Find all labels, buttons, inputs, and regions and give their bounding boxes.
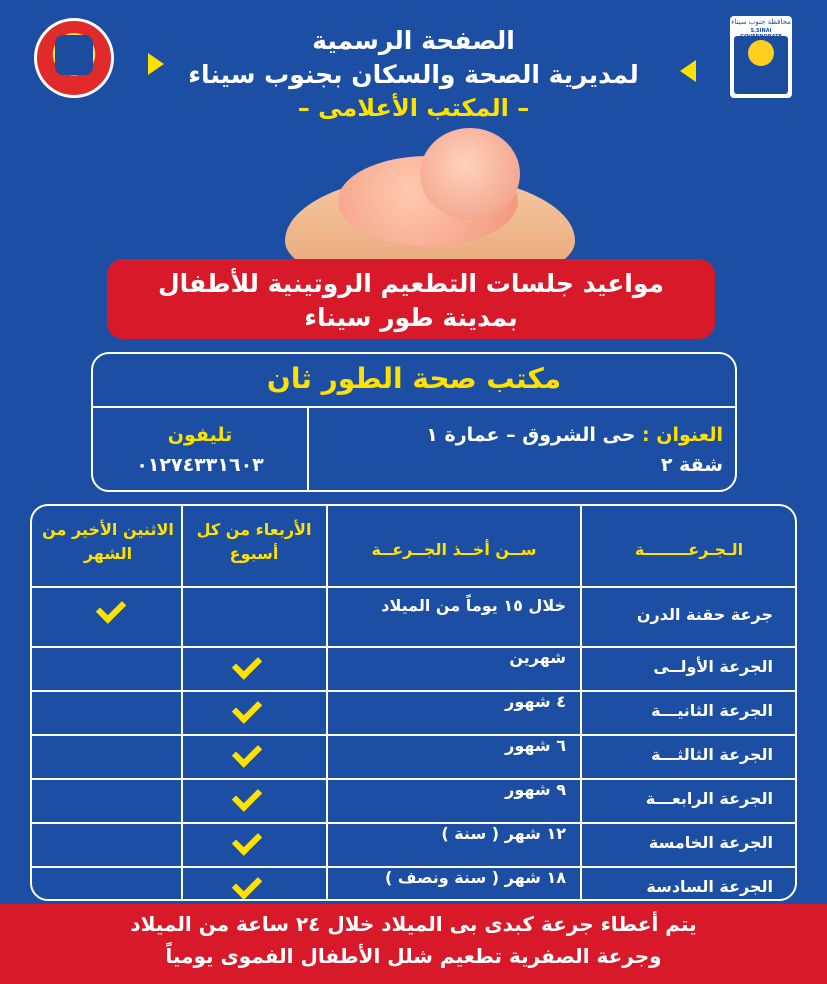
address-line2: شقة ٢ (660, 454, 723, 476)
header-media-office: – المكتب الأعلامى – (297, 94, 530, 122)
checkmark-icon (232, 869, 262, 899)
dose-age: ١٢ شهر ( سنة ) (441, 824, 566, 843)
dose-name: جرعة حقنة الدرن (636, 605, 773, 624)
checkmark-icon (232, 825, 262, 855)
dose-age: ٩ شهور (505, 780, 566, 799)
logo-text-en: S.SINAI (750, 28, 772, 34)
baby-head-illustration (420, 128, 520, 220)
dose-name: الجرعة الثانيـــة (651, 701, 773, 720)
checkmark-icon (232, 693, 262, 723)
header-age: ســن أخــذ الجــرعــة (371, 540, 537, 559)
logo-text-ar: محافظة جنوب سيناء (731, 18, 791, 26)
dose-age: شهرين (509, 648, 566, 667)
footer-note-line1: يتم أعطاء جرعة كبدى بى الميلاد خلال ٢٤ ساعة من الميلاد (130, 912, 697, 936)
header-official-page: الصفحة الرسمية (312, 26, 515, 55)
address-line1: حى الشروق – عمارة ١ (426, 424, 636, 446)
address-label: العنوان : (642, 424, 723, 446)
header-directorate: لمديرية الصحة والسكان بجنوب سيناء (188, 60, 639, 89)
dose-age: خلال ١٥ يوماً من الميلاد (381, 596, 566, 615)
dose-name: الجرعة الخامسة (648, 833, 773, 852)
checkmark-icon (232, 649, 262, 679)
banner-subtitle: بمدينة طور سيناء (304, 303, 518, 332)
checkmark-icon (232, 737, 262, 767)
footer-banner (0, 904, 827, 984)
vaccination-schedule-table (30, 504, 797, 901)
banner-title: مواعيد جلسات التطعيم الروتينية للأطفال (157, 269, 665, 298)
dose-age: ٦ شهور (505, 736, 566, 755)
dose-name: الجرعة الأولــى (653, 657, 773, 676)
header-monday: الاثنين الأخير من الشهر (42, 520, 174, 563)
office-title: مكتب صحة الطور ثان (266, 362, 562, 395)
checkmark-icon (96, 593, 126, 623)
dose-name: الجرعة السادسة (646, 877, 773, 896)
phone-label: تليفون (167, 424, 233, 446)
checkmark-icon (232, 781, 262, 811)
header-wednesday: الأربعاء من كل أسبوع (196, 520, 312, 563)
dose-name: الجرعة الرابعـــة (645, 789, 773, 808)
header-dose: الـجـرعــــــــة (634, 540, 744, 559)
dose-age: ٤ شهور (505, 692, 566, 711)
office-info-box (91, 352, 737, 492)
dose-age: ١٨ شهر ( سنة ونصف ) (385, 868, 566, 887)
phone-number: ٠١٢٧٤٣٣١٦٠٣ (136, 454, 264, 476)
dose-name: الجرعة الثالثـــة (651, 745, 773, 764)
footer-note-line2: وجرعة الصفرية تطعيم شلل الأطفال الفموى يومياً (165, 944, 662, 968)
office-phone (93, 420, 307, 480)
title-banner (107, 259, 715, 339)
office-address (333, 420, 723, 480)
